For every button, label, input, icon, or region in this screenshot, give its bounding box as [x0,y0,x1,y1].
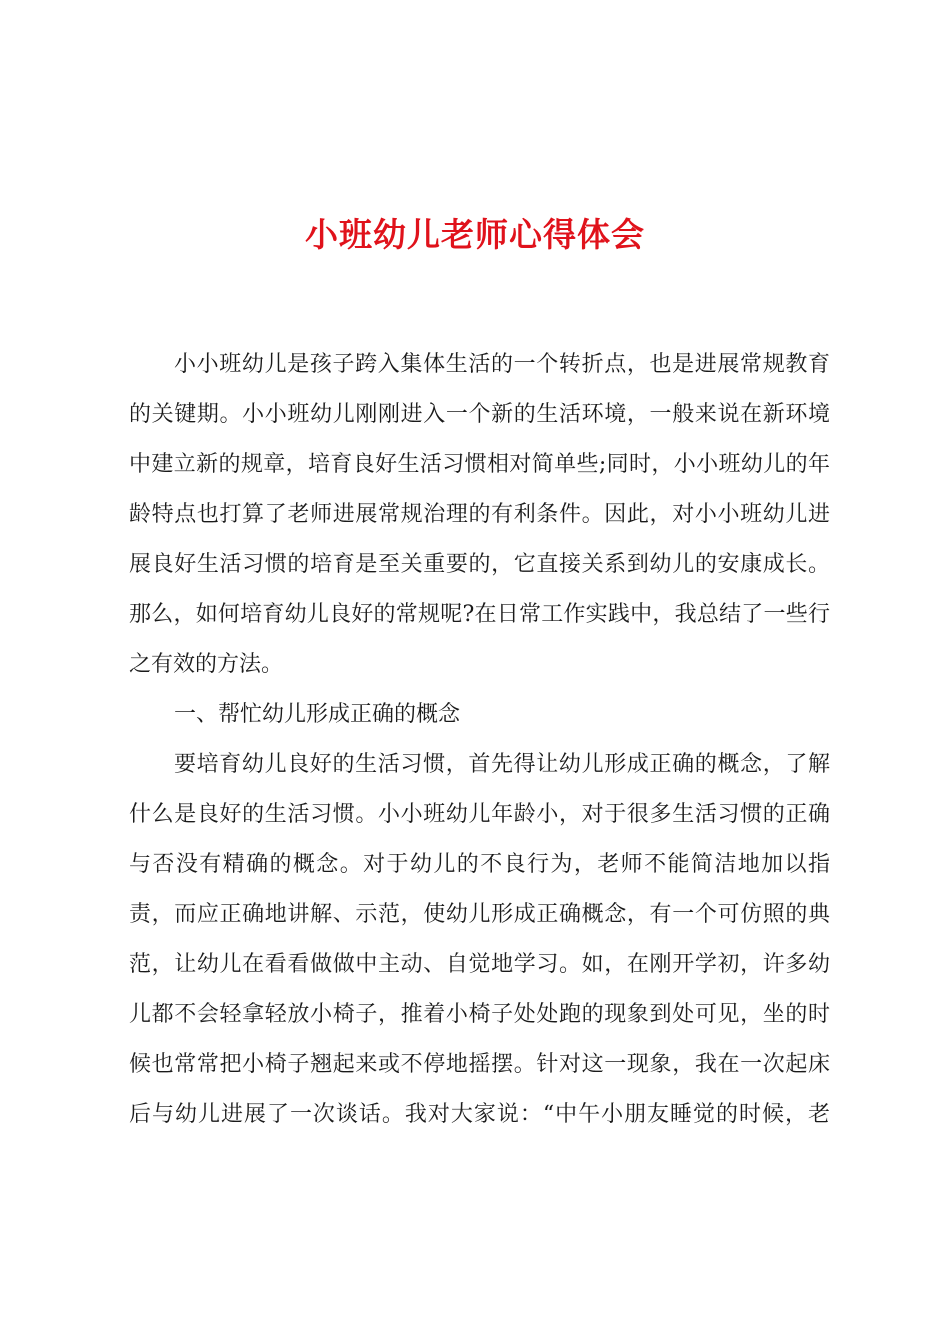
document-title: 小班幼儿老师心得体会 [305,215,645,254]
paragraph-line: 小小班幼儿是孩子跨入集体生活的一个转折点，也是进展常规教育 [174,352,830,377]
paragraph-line: 的关键期。小小班幼儿刚刚进入一个新的生活环境，一般来说在新环境 [129,402,830,427]
paragraph-line: 范，让幼儿在看看做做中主动、自觉地学习。如，在刚开学初，许多幼 [129,952,830,977]
section-heading: 一、帮忙幼儿形成正确的概念 [174,702,461,727]
paragraph-line: 儿都不会轻拿轻放小椅子，推着小椅子处处跑的现象到处可见，坐的时 [129,1002,830,1027]
paragraph-line: 与否没有精确的概念。对于幼儿的不良行为，老师不能简洁地加以指 [129,852,830,877]
paragraph-line: 责，而应正确地讲解、示范，使幼儿形成正确概念，有一个可仿照的典 [129,902,830,927]
paragraph-line: 候也常常把小椅子翘起来或不停地摇摆。针对这一现象，我在一次起床 [129,1052,830,1077]
paragraph-line: 要培育幼儿良好的生活习惯，首先得让幼儿形成正确的概念，了解 [174,752,830,777]
paragraph-line: 之有效的方法。 [129,652,284,677]
paragraph-line: 中建立新的规章，培育良好生活习惯相对简单些;同时，小小班幼儿的年 [129,452,830,477]
paragraph-line: 后与幼儿进展了一次谈话。我对大家说：“中午小朋友睡觉的时候，老 [129,1102,830,1127]
paragraph-line: 龄特点也打算了老师进展常规治理的有利条件。因此，对小小班幼儿进 [129,502,830,527]
paragraph-line: 什么是良好的生活习惯。小小班幼儿年龄小，对于很多生活习惯的正确 [129,802,830,827]
paragraph-line: 那么，如何培育幼儿良好的常规呢?在日常工作实践中，我总结了一些行 [129,602,830,627]
paragraph-line: 展良好生活习惯的培育是至关重要的，它直接关系到幼儿的安康成长。 [129,552,830,577]
